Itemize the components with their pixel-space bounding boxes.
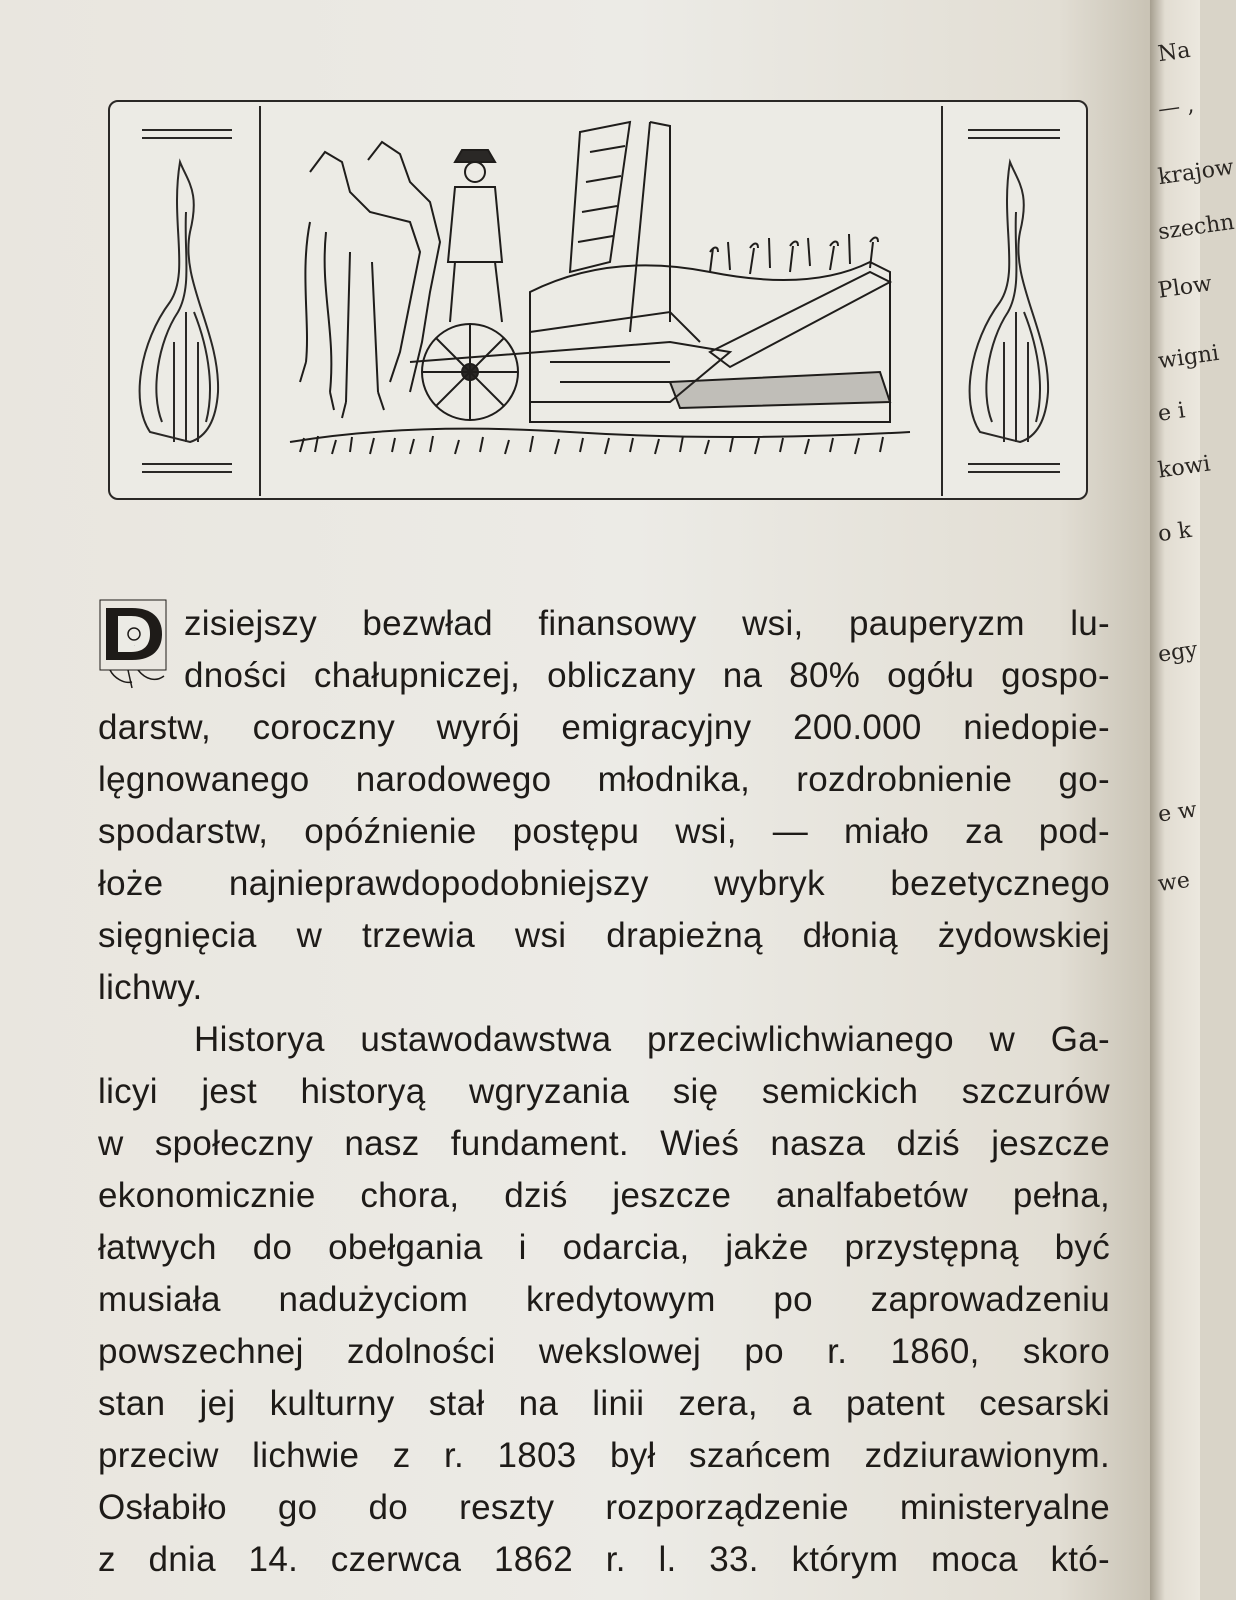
harvest-scene [290,122,910,454]
text-line: ekonomicznie chora, dziś jeszcze analfabetów pełna, [98,1176,1110,1215]
fragment-text: e w [1156,797,1199,828]
drop-cap-letter: D [134,646,136,647]
text-line: łatwych do obełgania i odarcia, jakże przystępną być [98,1228,1110,1267]
left-ornament [140,130,232,472]
text-line: lichwy. [98,968,203,1007]
ornate-drop-cap [98,598,170,690]
fragment-text: kowi [1156,451,1212,484]
right-ornament [968,130,1060,472]
text-line: spodarstw, opóźnienie postępu wsi, — miało za pod- [98,812,1110,851]
drop-cap-ornament [98,598,170,690]
fragment-text: Na [1156,37,1192,68]
text-line: lęgnowanego narodowego młodnika, rozdrobnienie go- [98,760,1110,799]
text-line: darstw, coroczny wyrój emigracyjny 200.000 niedopie- [98,708,1110,747]
text-line: z dnia 14. czerwca 1862 r. l. 33. którym moca któ- [98,1540,1110,1579]
text-line: przeciw lichwie z r. 1803 był szańcem zdziurawionym. [98,1436,1110,1475]
fragment-text: — , [1156,92,1196,123]
fragment-text: we [1156,867,1192,898]
text-line: zisiejszy bezwład finansowy wsi, pauperyzm lu- [184,604,1110,643]
fragment-text: o k [1156,517,1194,548]
paragraph-1 [98,598,1110,1014]
article-text [98,598,1110,1586]
text-line: w społeczny nasz fundament. Wieś nasza dziś jeszcze [98,1124,1110,1163]
text-line: sięgnięcia w trzewia wsi drapieżną dłonią żydowskiej [98,916,1110,955]
fragment-text: egy [1156,637,1200,668]
fragment-text: Plow [1156,271,1214,304]
fragment-text: szechn [1156,209,1236,246]
fragment-text: wigni [1156,340,1221,375]
engraving-banner [108,100,1088,500]
text-line: musiała nadużyciom kredytowym po zaprowadzeniu [98,1280,1110,1319]
text-line: Osłabiło go do reszty rozporządzenie ministeryalne [98,1488,1110,1527]
fragment-text: krajow [1156,154,1236,191]
paragraph-2 [98,1014,1110,1586]
text-line: stan jej kulturny stał na linii zera, a patent cesarski [98,1384,1110,1423]
text-line: Historya ustawodawstwa przeciwlichwianego w Ga- [194,1020,1110,1059]
fragment-text: e i [1156,398,1187,427]
harvester-engraving [110,102,1090,502]
adjacent-page-edge [1150,0,1236,1600]
text-line: łoże najnieprawdopodobniejszy wybryk bezetycznego [98,864,1110,903]
text-line: powszechnej zdolności wekslowej po r. 1860, skoro [98,1332,1110,1371]
text-line: licyi jest historyą wgryzania się semickich szczurów [98,1072,1110,1111]
text-line: dności chałupniczej, obliczany na 80% ogółu gospo- [184,656,1110,695]
